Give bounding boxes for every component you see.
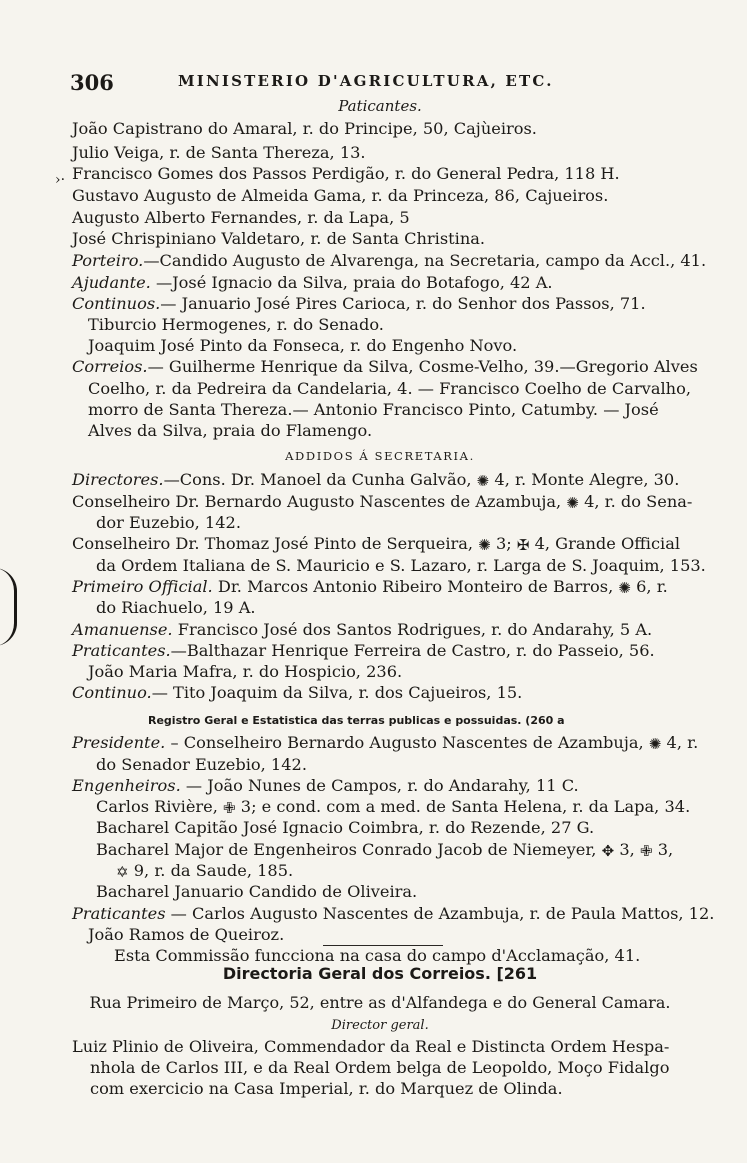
order-badge-icon: ✺ (566, 494, 579, 512)
entry-text: 3, (657, 840, 674, 859)
text-line: Alves da Silva, praia do Flamengo. (88, 421, 373, 440)
entry-text: Carlos Rivière, (96, 797, 218, 816)
text-line: José Chrispiniano Valdetaro, r. de Santa Christina. (72, 229, 486, 248)
entry-primeiro-official (72, 577, 668, 598)
cross-icon: ✙ (223, 799, 236, 817)
entry-amanuense (72, 620, 652, 640)
entry-text: 3, (619, 840, 635, 859)
entry-text: — João Nunes de Campos, r. do Andarahy, 11 C. (185, 776, 579, 795)
subsection-heading-registro: Registro Geral e Estatistica das terras publicas e possuidas. (260 a (148, 714, 565, 727)
entry-text: 4, r. Monte Alegre, 30. (494, 470, 680, 489)
text-line: Bacharel Capitão José Ignacio Coimbra, r. do Rezende, 27 G. (96, 818, 595, 837)
order-badge-icon: ✺ (476, 472, 490, 490)
address-line: Rua Primeiro de Março, 52, entre as d'Alfandega e do General Camara. (89, 993, 671, 1012)
text-line: do Senador Euzebio, 142. (96, 755, 307, 774)
role-label: Primeiro Official. (72, 577, 213, 596)
entry-text: Bacharel Major de Engenheiros Conrado Jacob de Niemeyer, (96, 840, 597, 859)
text-line: Luiz Plinio de Oliveira, Commendador da Real e Distincta Ordem Hespa- (72, 1037, 670, 1056)
order-badge-icon: ✺ (478, 536, 491, 554)
text-line: morro de Santa Thereza.— Antonio Francisco Pinto, Catumby. — José (88, 400, 659, 419)
entry-text: Conselheiro Dr. Thomaz José Pinto de Serqueira, (72, 534, 474, 553)
order-badge-icon: ✺ (648, 735, 662, 753)
text-line: Francisco Gomes dos Passos Perdigão, r. do General Pedra, 118 H. (72, 164, 620, 183)
cross-icon: ✙ (639, 842, 653, 860)
entry-text: —José Ignacio da Silva, praia do Botafogo, 42 A. (155, 273, 553, 292)
role-label: Amanuense. (72, 620, 173, 639)
entry-text: 6, r. (636, 577, 668, 596)
role-label: Porteiro. (72, 251, 144, 270)
entry-text: Dr. Marcos Antonio Ribeiro Monteiro de Barros, (217, 577, 614, 596)
text-line: Julio Veiga, r. de Santa Thereza, 13. (72, 143, 366, 162)
entry-directores (72, 470, 679, 491)
text-line: dor Euzebio, 142. (96, 513, 241, 532)
entry-text: — Januario José Pires Carioca, r. do Senhor dos Passos, 71. (160, 294, 646, 313)
order-badge-icon: ✺ (618, 579, 631, 597)
entry-text: 9, r. da Saude, 185. (133, 861, 294, 880)
role-label: Ajudante. (72, 273, 151, 292)
order-badge-icon: ✥ (601, 842, 615, 860)
entry-text: – Conselheiro Bernardo Augusto Nascentes de Azambuja, (170, 733, 644, 752)
text-line: do Riachuelo, 19 A. (96, 598, 256, 617)
margin-mark: ›· (55, 172, 66, 188)
entry-praticantes (72, 641, 655, 661)
running-title: MINISTERIO D'AGRICULTURA, ETC. (178, 72, 554, 90)
entry-text: — Guilherme Henrique da Silva, Cosme-Velho, 39.—Gregorio Alves (147, 357, 698, 376)
entry-text: 3; (495, 534, 512, 553)
section-heading-correios: Directoria Geral dos Correios. [261 (222, 964, 538, 983)
role-label: Continuo. (72, 683, 152, 702)
text-line: Augusto Alberto Fernandes, r. da Lapa, 5 (72, 208, 410, 227)
entry-correios (72, 357, 698, 377)
entry-text: Conselheiro Dr. Bernardo Augusto Nascentes de Azambuja, (72, 492, 562, 511)
text-line: João Capistrano do Amaral, r. do Principe, 50, Cajùeiros. (72, 119, 537, 138)
text-line (72, 492, 692, 513)
entry-continuos (72, 294, 646, 314)
entry-text: —Candido Augusto de Alvarenga, na Secretaria, campo da Accl., 41. (143, 251, 707, 270)
text-line: nhola de Carlos III, e da Real Ordem belga de Leopoldo, Moço Fidalgo (90, 1058, 670, 1077)
entry-continuo (72, 683, 522, 703)
role-label: Directores. (72, 470, 164, 489)
text-line (116, 861, 293, 882)
star-icon: ✠ (516, 536, 530, 554)
entry-presidente (72, 733, 698, 754)
text-line: João Ramos de Queiroz. (88, 925, 285, 944)
page-number: 306 (70, 70, 114, 95)
entry-porteiro (72, 251, 706, 271)
subsection-heading-addidos: ADDIDOS Á SECRETARIA. (285, 449, 475, 463)
entry-text: —Balthazar Henrique Ferreira de Castro, r. do Passeio, 56. (170, 641, 655, 660)
text-line: com exercicio na Casa Imperial, r. do Marquez de Olinda. (90, 1079, 563, 1098)
entry-text: Francisco José dos Santos Rodrigues, r. do Andarahy, 5 A. (177, 620, 653, 639)
text-line: da Ordem Italiana de S. Mauricio e S. Lazaro, r. Larga de S. Joaquim, 153. (96, 556, 706, 575)
text-line: Coelho, r. da Pedreira da Candelaria, 4. — Francisco Coelho de Carvalho, (88, 379, 691, 398)
text-line: Esta Commissão funcciona na casa do campo d'Acclamação, 41. (114, 946, 641, 965)
entry-text: —Cons. Dr. Manoel da Cunha Galvão, (163, 470, 472, 489)
entry-text: 4, Grande Official (534, 534, 681, 553)
text-line: Gustavo Augusto de Almeida Gama, r. da Princeza, 86, Cajueiros. (72, 186, 609, 205)
text-line (96, 797, 690, 818)
star-icon: ✡ (116, 863, 129, 881)
text-line: Bacharel Januario Candido de Oliveira. (96, 882, 418, 901)
role-label: Presidente. (72, 733, 166, 752)
entry-text: 4, r. (666, 733, 699, 752)
section-heading-praticantes: Paticantes. (338, 97, 422, 115)
subheading-director: Director geral. (331, 1018, 429, 1033)
margin-brace-mark (0, 568, 17, 646)
entry-text: 3; e cond. com a med. de Santa Helena, r. da Lapa, 34. (240, 797, 691, 816)
text-line: Tiburcio Hermogenes, r. do Senado. (88, 315, 384, 334)
role-label: Correios. (72, 357, 148, 376)
role-label: Praticantes (72, 904, 166, 923)
section-divider (323, 945, 443, 946)
entry-engenheiros (72, 776, 579, 796)
text-line (96, 840, 673, 861)
entry-ajudante (72, 273, 553, 293)
entry-text: — Tito Joaquim da Silva, r. dos Cajueiros, 15. (151, 683, 523, 702)
role-label: Praticantes. (72, 641, 171, 660)
text-line: João Maria Mafra, r. do Hospicio, 236. (88, 662, 403, 681)
entry-text: 4, r. do Sena- (584, 492, 693, 511)
text-line: Joaquim José Pinto da Fonseca, r. do Engenho Novo. (88, 336, 518, 355)
role-label: Continuos. (72, 294, 161, 313)
role-label: Engenheiros. (72, 776, 181, 795)
entry-praticantes-registro (72, 904, 714, 924)
text-line (72, 534, 680, 555)
entry-text: — Carlos Augusto Nascentes de Azambuja, r. de Paula Mattos, 12. (170, 904, 715, 923)
